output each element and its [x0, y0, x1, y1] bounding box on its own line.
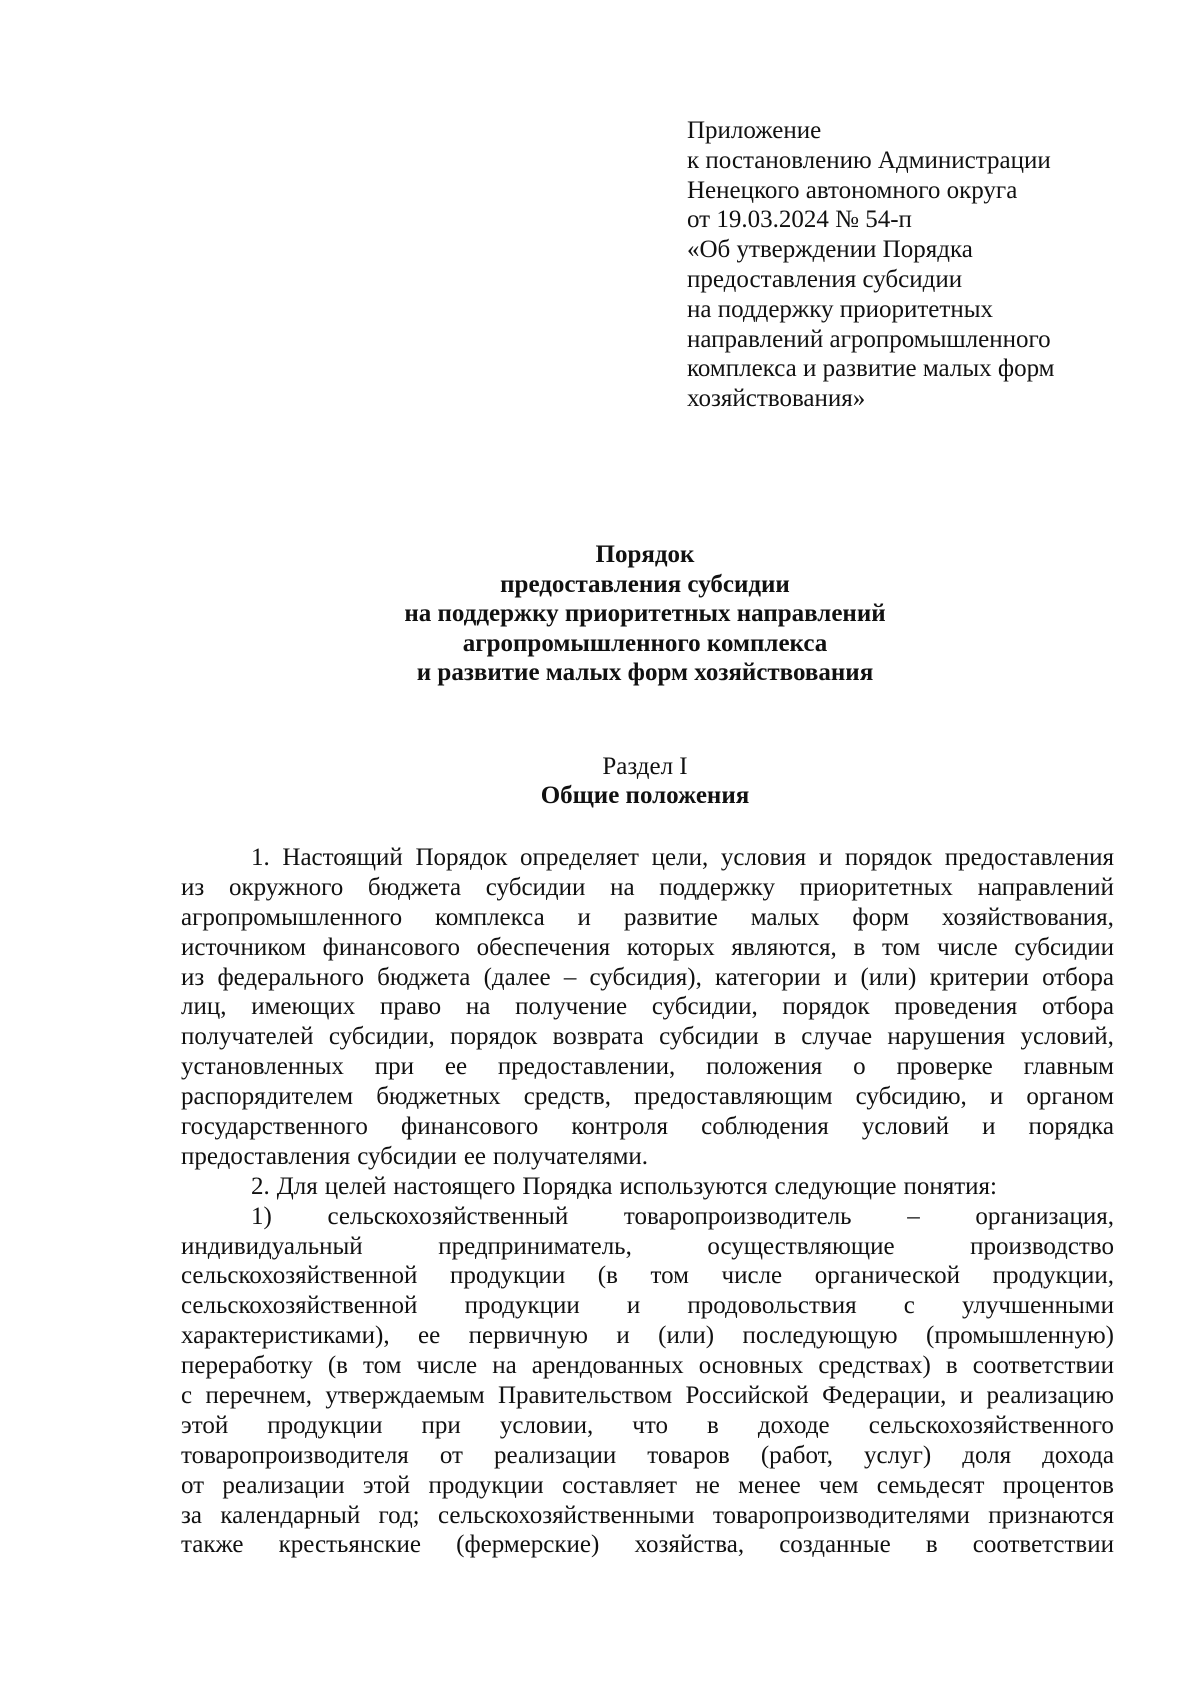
body-line: с перечнем, утверждаемым Правительством Российской Федерации, и реализацию — [181, 1382, 1114, 1410]
title-line: Порядок — [595, 541, 695, 568]
body-line: переработку (в том числе на арендованных основных средствах) в соответствии — [181, 1352, 1114, 1380]
body-line: также крестьянские (фермерские) хозяйства, созданные в соответствии — [181, 1531, 1114, 1559]
body-line: установленных при ее предоставлении, положения о проверке главным — [181, 1053, 1114, 1081]
body-line: за календарный год; сельскохозяйственными товаропроизводителями признаются — [181, 1501, 1114, 1529]
appendix-line: Ненецкого автономного округа — [687, 176, 1018, 204]
title-line: предоставления субсидии — [500, 570, 790, 598]
title-line: на поддержку приоритетных направлений — [404, 600, 886, 627]
title-line: агропромышленного комплекса — [462, 629, 828, 657]
section-title: Общие положения — [540, 782, 750, 809]
body-line: 1. Настоящий Порядок определяет цели, условия и порядок предоставления — [251, 844, 1114, 871]
appendix-line: хозяйствования» — [687, 385, 866, 413]
body-line: распорядителем бюджетных средств, предоставляющим субсидию, и органом — [181, 1083, 1114, 1111]
document-title — [180, 540, 1110, 688]
body-line: этой продукции при условии, что в доходе сельскохозяйственного — [181, 1411, 1114, 1439]
title-line: и развитие малых форм хозяйствования — [416, 659, 874, 686]
body-line: из окружного бюджета субсидии на поддержку приоритетных направлений — [181, 873, 1114, 901]
body-line: 1) сельскохозяйственный товаропроизводитель – организация, — [251, 1202, 1114, 1230]
body-line: сельскохозяйственной продукции (в том числе органической продукции, — [181, 1262, 1114, 1290]
body-line: сельскохозяйственной продукции и продовольствия с улучшенными — [181, 1292, 1114, 1320]
appendix-line: на поддержку приоритетных — [687, 295, 993, 323]
section-number: Раздел I — [602, 753, 688, 780]
appendix-line: к постановлению Администрации — [687, 146, 1051, 174]
body-line: предоставления субсидии ее получателями. — [181, 1142, 649, 1170]
body-line: товаропроизводителя от реализации товаров (работ, услуг) доля дохода — [181, 1441, 1114, 1469]
body-line: получателей субсидии, порядок возврата субсидии в случае нарушения условий, — [181, 1023, 1114, 1051]
appendix-line: от 19.03.2024 № 54-п — [687, 206, 912, 234]
body-line: лиц, имеющих право на получение субсидии, порядок проведения отбора — [181, 993, 1114, 1021]
appendix-line: предоставления субсидии — [687, 265, 963, 293]
body-line: агропромышленного комплекса и развитие малых форм хозяйствования, — [181, 903, 1114, 931]
appendix-line: комплекса и развитие малых форм — [687, 355, 1055, 383]
appendix-line: Приложение — [687, 117, 822, 144]
appendix-block — [687, 116, 1127, 414]
body-line: от реализации этой продукции составляет не менее чем семьдесят процентов — [181, 1471, 1114, 1499]
body-line: источником финансового обеспечения которых являются, в том числе субсидии — [181, 933, 1114, 961]
body-text — [181, 843, 1114, 1560]
appendix-line: направлений агропромышленного — [687, 325, 1051, 353]
appendix-line: «Об утверждении Порядка — [687, 236, 973, 264]
body-line: характеристиками), ее первичную и (или) последующую (промышленную) — [181, 1322, 1114, 1350]
body-line: 2. Для целей настоящего Порядка используются следующие понятия: — [251, 1172, 997, 1200]
body-line: из федерального бюджета (далее – субсидия), категории и (или) критерии отбора — [181, 963, 1114, 991]
body-line: государственного финансового контроля соблюдения условий и порядка — [181, 1113, 1114, 1141]
body-line: индивидуальный предприниматель, осуществляющие производство — [181, 1232, 1114, 1260]
